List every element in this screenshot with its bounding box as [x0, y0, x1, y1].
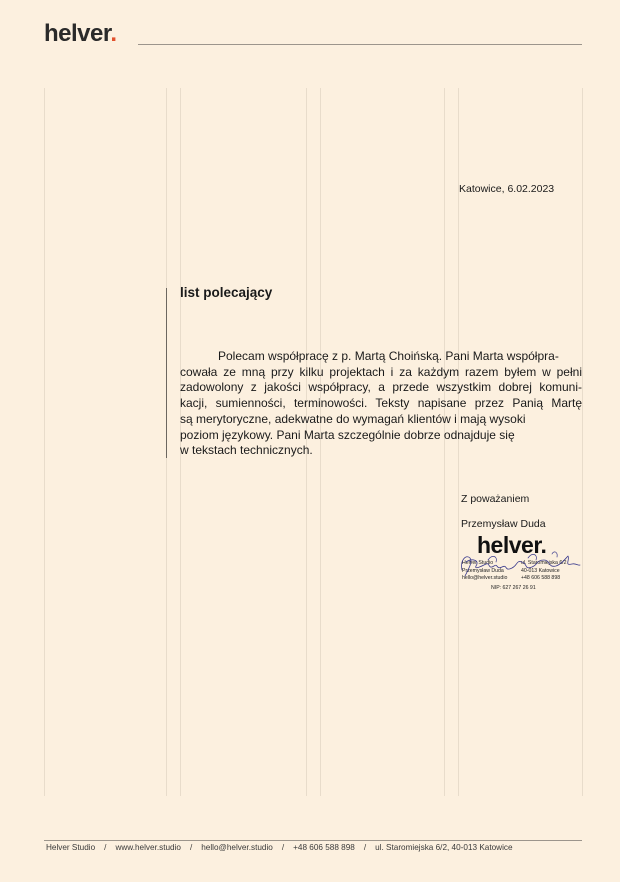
footer-website[interactable]: www.helver.studio	[115, 843, 181, 852]
footer-separator: /	[189, 843, 193, 852]
letter-title: list polecający	[180, 285, 273, 300]
footer-address: ul. Staromiejska 6/2, 40-013 Katowice	[375, 843, 513, 852]
signer-name: Przemysław Duda	[461, 518, 546, 530]
stamp-phone: +48 606 588 898	[521, 575, 561, 581]
brand-logo	[44, 20, 117, 48]
stamp-wordmark: helver	[477, 532, 541, 558]
body-line: są merytoryczne, adekwatne do wymagań klientów i mają wysoki	[180, 411, 526, 426]
stamp-email: hello@helver.studio	[462, 575, 508, 581]
stamp-city: 40-013 Katowice	[521, 568, 560, 574]
footer-phone: +48 606 588 898	[293, 843, 355, 852]
stamp-nip: NIP: 627 267 26 91	[491, 585, 536, 591]
logo-accent-dot: .	[110, 20, 117, 47]
body-line: cowała ze mną przy kilku projektach i za każdym razem byłem w pełni	[180, 364, 582, 379]
footer-divider	[44, 840, 582, 841]
body-line: poziom językowy. Pani Marta szczególnie dobrze odnajduje się	[180, 427, 515, 442]
handwritten-signature	[458, 548, 582, 580]
grid-line	[44, 88, 45, 796]
stamp-person: Przemysław Duda	[462, 568, 504, 574]
header-divider	[138, 44, 582, 45]
stamp-dot: .	[540, 532, 547, 558]
body-line: Polecam współpracę z p. Martą Choińską. Pani Marta współpra-	[218, 349, 559, 363]
footer-separator: /	[363, 843, 367, 852]
footer-contact	[46, 843, 513, 852]
margin-rule	[166, 288, 167, 458]
body-line: kacji, sumienności, terminowości. Teksty napisane przez Panią Martę	[180, 396, 582, 411]
footer-separator: /	[104, 843, 107, 852]
stamp-company: Helver Studio	[462, 560, 494, 566]
stamp-street: ul. Staromiejska 6/2	[521, 560, 567, 566]
footer-separator: /	[281, 843, 285, 852]
footer-company: Helver Studio	[46, 843, 96, 852]
body-line: zadowolony z jakości współpracy, a przede wszystkim dobrej komuni-	[180, 380, 582, 395]
letter-date: Katowice, 6.02.2023	[459, 183, 555, 195]
body-line: w tekstach technicznych.	[180, 443, 313, 458]
footer-email[interactable]: hello@helver.studio	[201, 843, 273, 852]
grid-line	[582, 88, 583, 796]
logo-wordmark: helver	[44, 20, 111, 47]
letter-body	[180, 349, 582, 459]
closing-phrase: Z poważaniem	[461, 493, 530, 505]
